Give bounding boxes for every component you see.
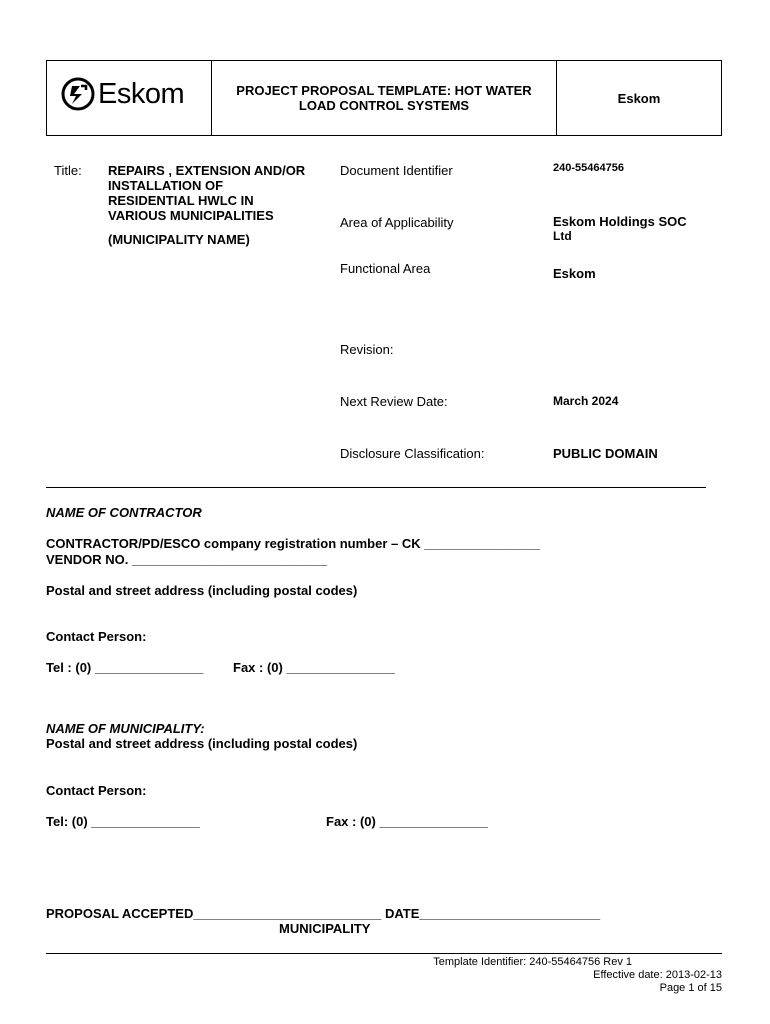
municipality-fax: Fax : (0) _______________ bbox=[326, 814, 488, 829]
applicability-label: Area of Applicability bbox=[340, 215, 454, 230]
effective-date: Effective date: 2013-02-13 bbox=[593, 969, 722, 981]
functional-label: Functional Area bbox=[340, 261, 431, 276]
eskom-emblem-icon bbox=[61, 77, 95, 111]
title-line: RESIDENTIAL HWLC IN bbox=[108, 193, 254, 208]
title-line: REPAIRS , EXTENSION AND/OR bbox=[108, 163, 306, 178]
company-cell bbox=[557, 61, 721, 135]
applicability-value-line: Eskom Holdings SOC bbox=[553, 214, 687, 229]
disclosure-value: PUBLIC DOMAIN bbox=[553, 446, 658, 461]
contractor-address: Postal and street address (including postal codes) bbox=[46, 583, 358, 598]
municipality-contact: Contact Person: bbox=[46, 783, 147, 798]
contractor-tel: Tel : (0) _______________ bbox=[46, 660, 204, 675]
doc-id-value: 240-55464756 bbox=[553, 162, 624, 174]
functional-value: Eskom bbox=[553, 266, 596, 281]
footer-divider bbox=[46, 953, 722, 954]
municipality-tel: Tel: (0) _______________ bbox=[46, 814, 200, 829]
contractor-heading: NAME OF CONTRACTOR bbox=[46, 505, 202, 520]
title-line: VARIOUS MUNICIPALITIES bbox=[108, 208, 274, 223]
contractor-contact: Contact Person: bbox=[46, 629, 147, 644]
section-divider bbox=[46, 487, 706, 488]
applicability-value-line: Ltd bbox=[553, 229, 572, 243]
contractor-registration: CONTRACTOR/PD/ESCO company registration number – CK ________________ bbox=[46, 536, 540, 551]
title-block bbox=[108, 163, 333, 247]
logo-cell bbox=[47, 61, 212, 135]
proposal-accepted-line: PROPOSAL ACCEPTED__________________________ DATE_________________________ bbox=[46, 906, 601, 921]
disclosure-label: Disclosure Classification: bbox=[340, 446, 485, 461]
revision-label: Revision: bbox=[340, 342, 394, 357]
municipality-address: Postal and street address (including postal codes) bbox=[46, 736, 358, 751]
header-table bbox=[46, 60, 722, 136]
contractor-fax: Fax : (0) _______________ bbox=[233, 660, 395, 675]
municipality-signature-label: MUNICIPALITY bbox=[279, 921, 371, 936]
footer bbox=[433, 956, 722, 995]
title-line: INSTALLATION OF bbox=[108, 178, 224, 193]
applicability-value bbox=[553, 214, 687, 244]
municipality-name: (MUNICIPALITY NAME) bbox=[108, 232, 250, 247]
logo-text: Eskom bbox=[98, 77, 185, 110]
review-label: Next Review Date: bbox=[340, 394, 448, 409]
municipality-heading: NAME OF MUNICIPALITY: bbox=[46, 721, 205, 736]
page-number: Page 1 of 15 bbox=[659, 982, 722, 994]
title-label: Title: bbox=[54, 163, 82, 178]
company-name: Eskom bbox=[617, 90, 661, 106]
review-value: March 2024 bbox=[553, 394, 619, 408]
contractor-vendor: VENDOR NO. ___________________________ bbox=[46, 552, 328, 567]
document-title-text: PROJECT PROPOSAL TEMPLATE: HOT WATER LOAD CONTROL SYSTEMS bbox=[236, 83, 532, 113]
doc-id-label: Document Identifier bbox=[340, 163, 453, 178]
template-identifier: Template Identifier: 240-55464756 Rev 1 bbox=[433, 956, 632, 968]
document-title bbox=[212, 61, 557, 135]
eskom-logo bbox=[61, 77, 184, 111]
